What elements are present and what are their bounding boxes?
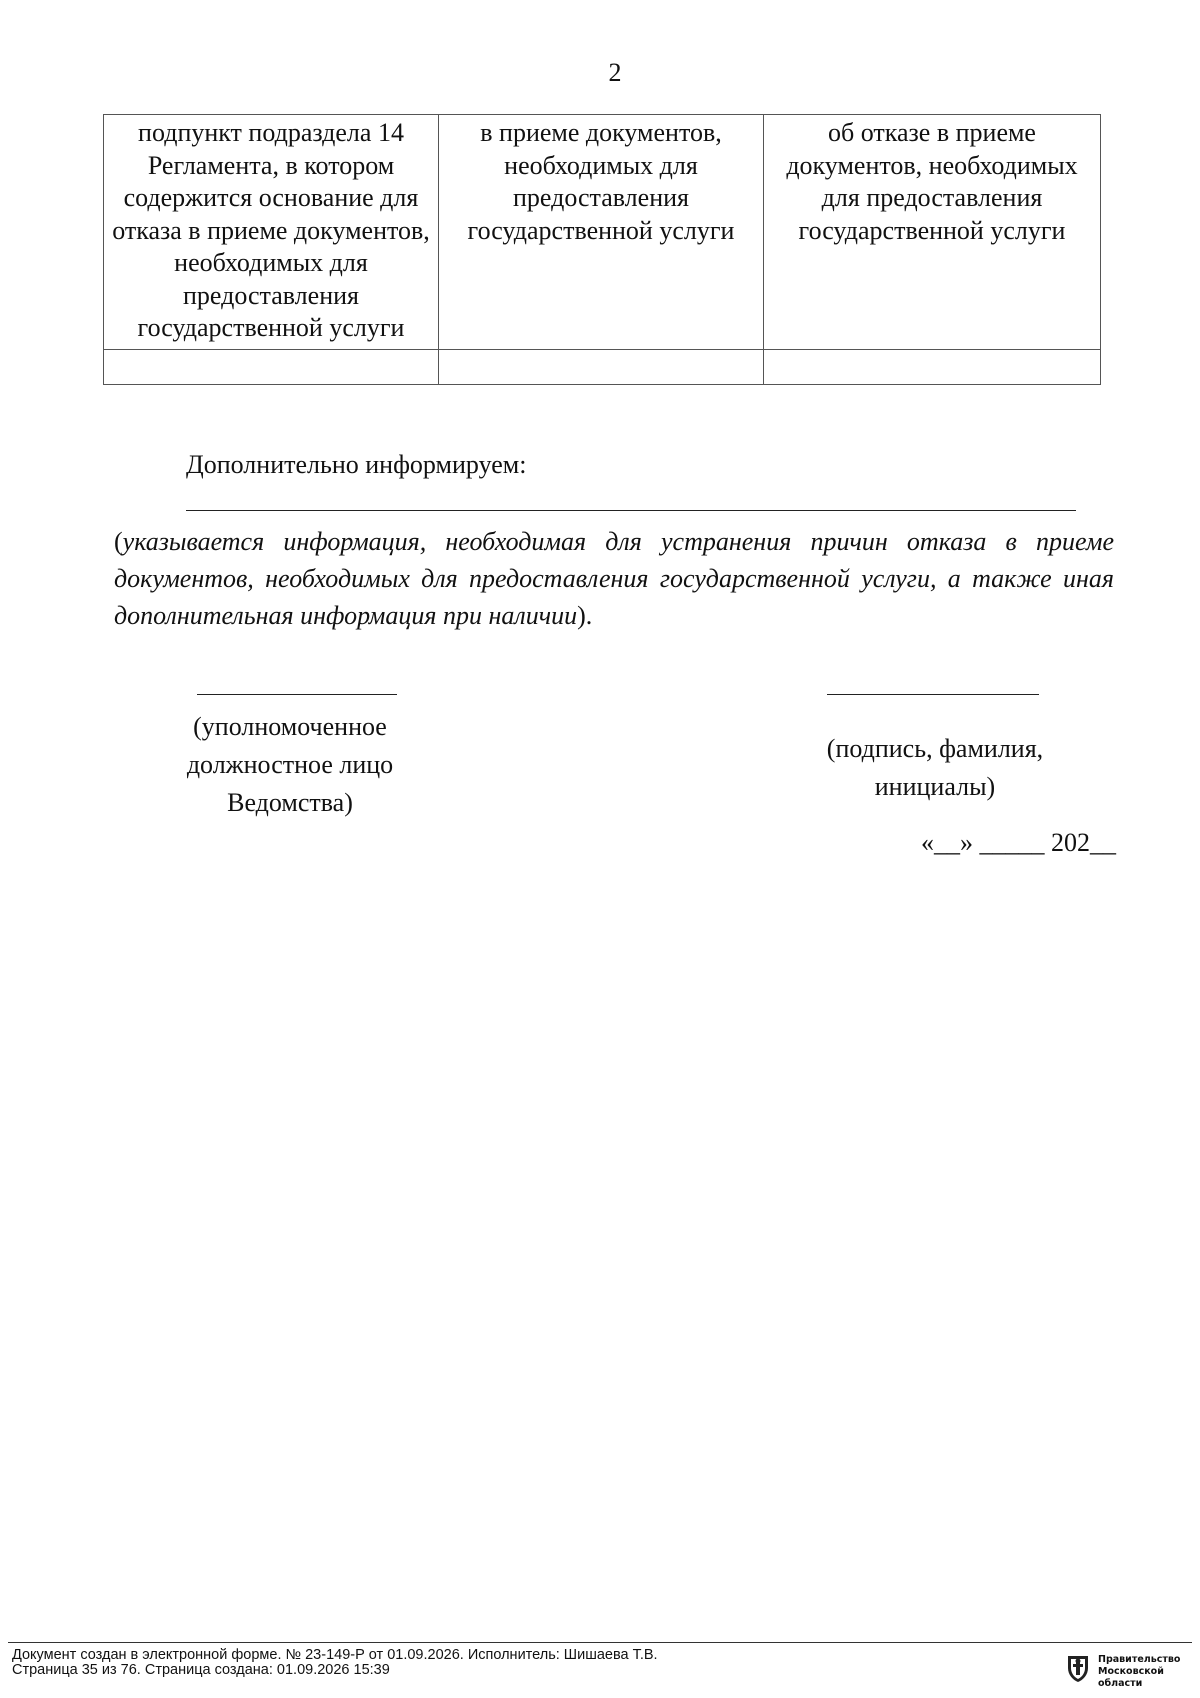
note-open: ( — [114, 527, 123, 556]
date-placeholder: «__» _____ 202__ — [921, 828, 1116, 857]
footer-line-1: Документ создан в электронной форме. № 23-149-Р от 01.09.2026. Исполнитель: Шишаева Т.В. — [12, 1647, 658, 1663]
page-number: 2 — [608, 58, 622, 87]
official-signature-line — [197, 694, 397, 695]
note-text: указывается информация, необходимая для устранения причин отказа в приеме документов, необходимых для предоставления государственной услуги, а также иная дополнительная информация при наличии — [114, 527, 1114, 630]
footer-document-info — [12, 1648, 658, 1678]
note-close: ). — [577, 601, 593, 630]
table-cell: об отказе в приеме документов, необходимых для предоставления государственной услуги — [764, 115, 1101, 350]
table-cell — [104, 349, 439, 384]
additional-info-note — [114, 523, 1114, 634]
table-cell: в приеме документов, необходимых для предоставления государственной услуги — [439, 115, 764, 350]
footer-org-line-2: Московской области — [1098, 1666, 1164, 1689]
footer-org-line-1: Правительство — [1098, 1654, 1181, 1665]
footer-line-2: Страница 35 из 76. Страница создана: 01.09.2026 15:39 — [12, 1662, 390, 1678]
table-cell — [439, 349, 764, 384]
coat-of-arms-icon — [1062, 1652, 1094, 1684]
official-caption: (уполномоченное должностное лицо Ведомства) — [186, 712, 394, 817]
refusal-basis-table — [103, 114, 1101, 385]
footer-organization — [1098, 1654, 1200, 1690]
signature-name-caption: (подпись, фамилия, инициалы) — [826, 734, 1044, 801]
table-cell: подпункт подраздела 14 Регламента, в котором содержится основание для отказа в приеме документов, необходимых для предоставления государственной услуги — [104, 115, 439, 350]
table-row — [104, 115, 1101, 350]
footer-divider — [8, 1642, 1192, 1643]
signature-name-line — [827, 694, 1039, 695]
additional-info-label: Дополнительно информируем: — [186, 450, 527, 479]
fill-in-line — [186, 510, 1076, 511]
table-cell — [764, 349, 1101, 384]
table-row — [104, 349, 1101, 384]
